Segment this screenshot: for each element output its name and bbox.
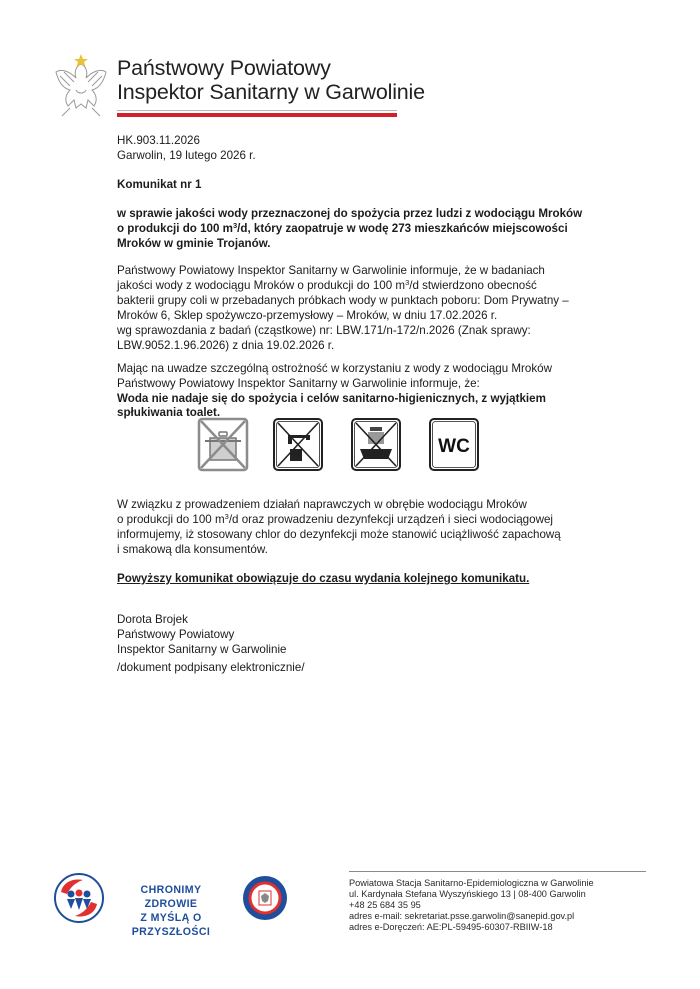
state-sanitary-inspection-seal	[242, 875, 288, 921]
superscript: 3	[232, 221, 238, 230]
para-text: /d stwierdzono obecność	[409, 279, 537, 292]
footer-phone: +48 25 684 35 95	[349, 900, 421, 910]
para-text: o produkcji do 100 m	[117, 513, 225, 526]
para1-line-1: Państwowy Powiatowy Inspektor Sanitarny w Garwolinie informuje, że w badaniach	[117, 264, 545, 277]
institution-name-line2: Inspektor Sanitarny w Garwolinie	[117, 80, 425, 104]
institution-name-line1: Państwowy Powiatowy	[117, 56, 331, 80]
para-text: /d oraz prowadzeniu dezynfekcji urządzeń i sieci wodociągowej	[228, 513, 553, 526]
campaign-slogan-line-2: Z MYŚLĄ O PRZYSZŁOŚCI	[131, 912, 211, 938]
subject-line-2	[117, 221, 568, 237]
para-text: jakości wody z wodociągu Mroków o produkcji do 100 m	[117, 279, 406, 292]
no-bathing-icon	[350, 417, 402, 472]
para2-line-1: Mając na uwadze szczególną ostrożność w korzystaniu z wody z wodociągu Mroków	[117, 362, 552, 375]
subject-line-3: Mroków w gminie Trojanów.	[117, 237, 271, 250]
para1-line-3: bakterii grupy coli w przebadanych próbkach wody w punktach poboru: Dom Prywatny –	[117, 294, 569, 307]
para3-line-3: informujemy, iż stosowany chlor do dezynfekcji może stanowić uciążliwość zapachową	[117, 528, 561, 541]
warning-line-2: spłukiwania toalet.	[117, 406, 221, 419]
campaign-slogan	[116, 883, 226, 939]
campaign-slogan-line-1: CHRONIMY ZDROWIE	[140, 884, 202, 910]
reference-number: HK.903.11.2026	[117, 134, 200, 147]
para3-line-1: W związku z prowadzeniem działań naprawczych w obrębie wodociągu Mroków	[117, 498, 527, 511]
footer-org-name: Powiatowa Stacja Sanitarno-Epidemiologiczna w Garwolinie	[349, 878, 594, 888]
superscript: 3	[405, 278, 410, 287]
footer-divider	[349, 871, 646, 872]
no-drinking-water-icon	[272, 417, 324, 472]
no-cooking-icon	[197, 417, 249, 472]
signature-note: /dokument podpisany elektronicznie/	[117, 661, 305, 674]
warning-line-1: Woda nie nadaje się do spożycia i celów sanitarno-higienicznych, z wyjątkiem	[117, 392, 546, 405]
subject-line-1: w sprawie jakości wody przeznaczonej do spożycia przez ludzi z wodociągu Mroków	[117, 207, 583, 220]
wc-icon	[428, 417, 480, 472]
document-title: Komunikat nr 1	[117, 178, 202, 191]
footer-edelivery-address: adres e-Doręczeń: AE:PL-59495-60307-RBIIW-18	[349, 922, 553, 932]
para3-line-2	[117, 512, 553, 528]
para3-line-4: i smakową dla konsumentów.	[117, 543, 268, 556]
place-and-date: Garwolin, 19 lutego 2026 r.	[117, 149, 256, 162]
subject-text: /d, który zaopatruje w wodę 273 mieszkańców miejscowości	[237, 222, 568, 235]
subject-text: o produkcji do 100 m	[117, 222, 233, 235]
footer-email[interactable]: adres e-mail: sekretariat.psse.garwolin@sanepid.gov.pl	[349, 911, 575, 921]
wc-label: WC	[438, 436, 470, 457]
header-divider-red	[117, 113, 397, 117]
superscript: 3	[224, 512, 229, 521]
campaign-logo	[53, 872, 105, 924]
signatory-title-line-1: Państwowy Powiatowy	[117, 628, 235, 641]
para1-line-6: LBW.9052.1.96.2026) z dnia 19.02.2026 r.	[117, 339, 335, 352]
signatory-title-line-2: Inspektor Sanitarny w Garwolinie	[117, 643, 287, 656]
para1-line-5: wg sprawozdania z badań (cząstkowe) nr: LBW.171/n-172/n.2026 (Znak sprawy:	[117, 324, 531, 337]
para1-line-4: Mroków 6, Sklep spożywczo-przemysłowy – Mroków, w dniu 17.02.2026 r.	[117, 309, 498, 322]
signatory-name: Dorota Brojek	[117, 613, 188, 626]
validity-note: Powyższy komunikat obowiązuje do czasu wydania kolejnego komunikatu.	[117, 572, 530, 585]
polish-eagle-emblem	[52, 50, 110, 120]
para1-line-2	[117, 278, 537, 294]
header-divider-gray	[117, 110, 397, 111]
para2-line-2: Państwowy Powiatowy Inspektor Sanitarny w Garwolinie informuje, że:	[117, 377, 480, 390]
footer-address: ul. Kardynała Stefana Wyszyńskiego 13 | 08-400 Garwolin	[349, 889, 586, 899]
